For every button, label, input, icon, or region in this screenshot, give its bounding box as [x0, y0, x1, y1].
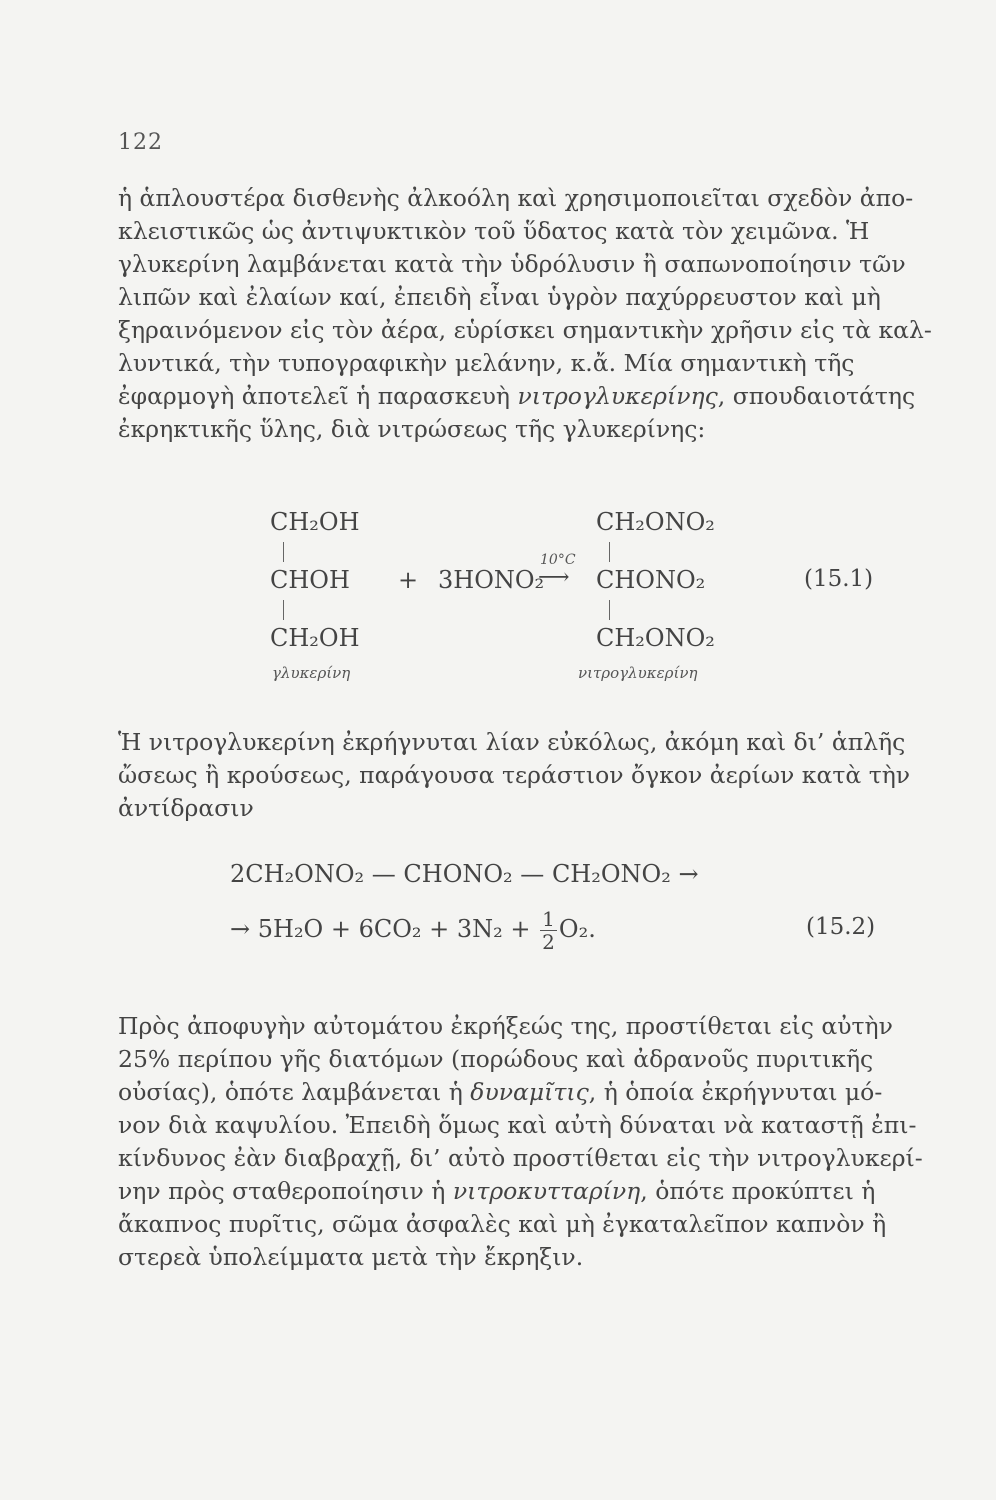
text-line: ἄκαπνος πυρῖτις, σῶμα ἀσφαλὲς καὶ μὴ ἐγκαταλεῖπον καπνὸν ἢ	[118, 1210, 887, 1238]
text-segment: , ὁπότε προκύπτει ἡ	[640, 1177, 876, 1205]
text-line	[118, 380, 916, 413]
text-line: ἡ ἁπλουστέρα δισθενὴς ἀλκοόλη καὶ χρησιμοποιεῖται σχεδὸν ἀπο-	[118, 184, 914, 212]
paragraph-1	[118, 182, 932, 446]
fraction-numerator: 1	[542, 907, 555, 931]
term-dynamite: δυναμῖτις	[470, 1078, 589, 1106]
paragraph-3	[118, 1010, 923, 1274]
text-segment: νην πρὸς σταθεροποίησιν ἡ	[118, 1177, 446, 1205]
text-line: κλειστικῶς ὡς ἀντιψυκτικὸν τοῦ ὕδατος κατὰ τὸν χειμῶνα. Ἡ	[118, 217, 870, 245]
reaction-condition: 10°C	[540, 552, 576, 568]
text-segment: , σπουδαιοτάτης	[717, 382, 916, 410]
text-line: κίνδυνος ἐὰν διαβραχῇ, δι’ αὐτὸ προστίθεται εἰς τὴν νιτρογλυκερί-	[118, 1144, 923, 1172]
plus-sign: +	[398, 566, 419, 594]
term-nitroglycerin: νιτρογλυκερίνης	[517, 382, 718, 410]
text-line: ἐκρηκτικῆς ὕλης, διὰ νιτρώσεως τῆς γλυκερίνης:	[118, 415, 706, 443]
fraction	[540, 908, 557, 953]
product-top: CH₂ONO₂	[596, 508, 715, 536]
equation-number: (15.1)	[804, 566, 874, 592]
text-line: Πρὸς ἀποφυγὴν αὐτομάτου ἐκρήξεώς της, προστίθεται εἰς αὐτὴν	[118, 1012, 893, 1040]
text-segment: οὐσίας), ὁπότε λαμβάνεται ἡ	[118, 1078, 463, 1106]
text-line: 25% περίπου γῆς διατόμων (πορώδους καὶ ἀδρανοῦς πυριτικῆς	[118, 1045, 874, 1073]
text-line: λιπῶν καὶ ἐλαίων καί, ἐπειδὴ εἶναι ὑγρὸν παχύρρευστον καὶ μὴ	[118, 283, 881, 311]
product-name: νιτρογλυκερίνη	[578, 664, 698, 682]
text-segment: , ἡ ὁποία ἐκρήγνυται μό-	[588, 1078, 883, 1106]
bond-line	[609, 542, 610, 562]
equation-segment: → 5H₂O + 6CO₂ + 3N₂ +	[230, 915, 531, 943]
text-line	[118, 1175, 888, 1208]
text-line	[118, 1076, 888, 1109]
text-line: νον διὰ καψυλίου. Ἐπειδὴ ὅμως καὶ αὐτὴ δύναται νὰ καταστῇ ἐπι-	[118, 1111, 917, 1139]
reactant-name: γλυκερίνη	[272, 664, 351, 682]
fraction-denominator: 2	[542, 930, 555, 954]
product-bottom: CH₂ONO₂	[596, 624, 715, 652]
reagent: 3HONO₂	[438, 566, 545, 594]
reactant-top: CH₂OH	[270, 508, 360, 536]
equation-15-2-line-1: 2CH₂ONO₂ — CHONO₂ — CH₂ONO₂ →	[230, 860, 699, 888]
text-line: γλυκερίνη λαμβάνεται κατὰ τὴν ὑδρόλυσιν ἢ σαπωνοποίησιν τῶν	[118, 250, 906, 278]
page-number: 122	[118, 130, 163, 155]
text-segment: ἐφαρμογὴ ἀποτελεῖ ἡ παρασκευὴ	[118, 382, 510, 410]
bond-line	[283, 600, 284, 620]
text-line: ὤσεως ἢ κρούσεως, παράγουσα τεράστιον ὄγκον ἀερίων κατὰ τὴν	[118, 761, 911, 789]
reaction-arrow: ⟶	[538, 565, 570, 590]
product-mid: CHONO₂	[596, 566, 706, 594]
text-line: ξηραινόμενον εἰς τὸν ἀέρα, εὑρίσκει σημαντικὴν χρῆσιν εἰς τὰ καλ-	[118, 316, 932, 344]
equation-15-2-line-2	[230, 908, 596, 953]
bond-line	[609, 600, 610, 620]
text-line: λυντικά, τὴν τυπογραφικὴν μελάνην, κ.ἄ. Μία σημαντικὴ τῆς	[118, 349, 855, 377]
paragraph-2	[118, 726, 911, 825]
reactant-bottom: CH₂OH	[270, 624, 360, 652]
term-nitrocellulose: νιτροκυτταρίνη	[452, 1177, 641, 1205]
text-line: Ἡ νιτρογλυκερίνη ἐκρήγνυται λίαν εὐκόλως, ἀκόμη καὶ δι’ ἁπλῆς	[118, 728, 906, 756]
equation-number: (15.2)	[806, 914, 876, 940]
text-line: στερεὰ ὑπολείμματα μετὰ τὴν ἔκρηξιν.	[118, 1243, 584, 1271]
bond-line	[283, 542, 284, 562]
reactant-mid: CHOH	[270, 566, 350, 594]
equation-segment: O₂.	[558, 915, 596, 943]
text-line: ἀντίδρασιν	[118, 794, 254, 822]
